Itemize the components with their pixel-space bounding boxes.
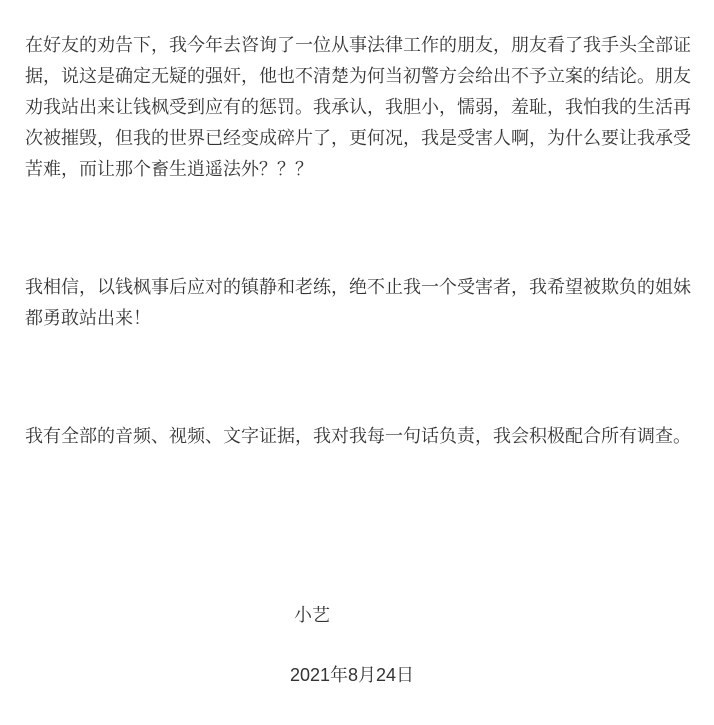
statement-paragraph-1: 在好友的劝告下，我今年去咨询了一位从事法律工作的朋友，朋友看了我手头全部证据，说这是确定无疑的强奸，他也不清楚为何当初警方会给出不予立案的结论。朋友劝我站出来让钱枫受到应有的惩罚。我承认，我胆小，懦弱，羞耻，我怕我的生活再次被摧毁，但我的世界已经变成碎片了，更何况，我是受害人啊，为什么要让我承受苦难，而让那个畜生逍遥法外？？？ <box>25 35 691 179</box>
statement-paragraph-3: 我有全部的音频、视频、文字证据，我对我每一句话负责，我会积极配合所有调查。 <box>25 426 691 446</box>
statement-paragraph-2: 我相信，以钱枫事后应对的镇静和老练，绝不止我一个受害者，我希望被欺负的姐妹都勇敢站出来！ <box>25 277 691 328</box>
statement-date: 2021年8月24日 <box>289 665 415 685</box>
signature: 小艺 <box>294 605 330 625</box>
